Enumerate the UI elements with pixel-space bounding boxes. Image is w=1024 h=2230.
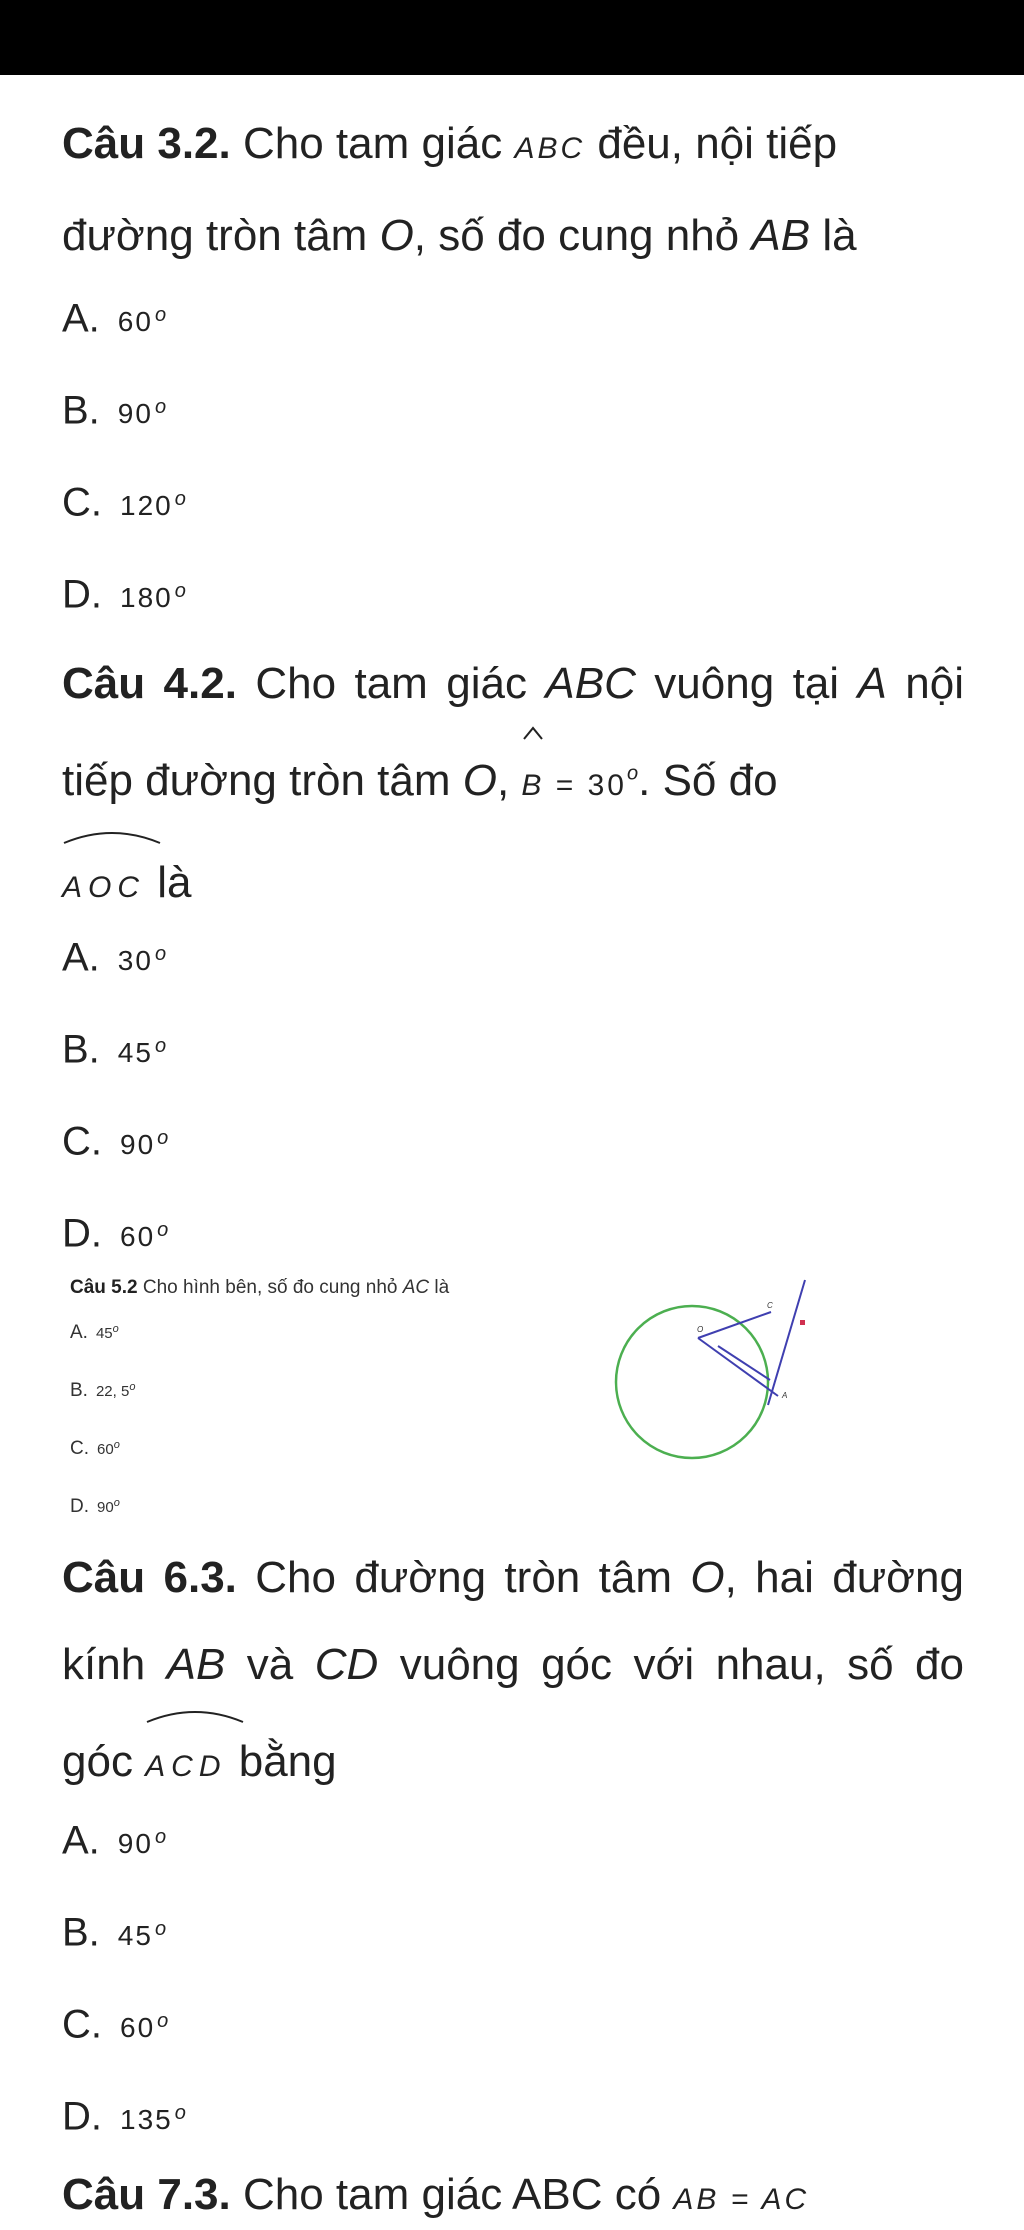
degree-sign: o <box>174 580 188 602</box>
degree-sign: o <box>154 1035 169 1057</box>
question-text: Cho tam giác <box>230 119 515 168</box>
option-value: 60 <box>117 306 153 338</box>
math-b: B <box>521 769 545 802</box>
top-bar <box>0 0 1024 75</box>
math-aoc: AOC <box>62 871 146 904</box>
option-value: 90 <box>117 398 153 430</box>
option-d[interactable] <box>70 1496 120 1518</box>
option-letter: C. <box>62 480 102 525</box>
option-value: 120 <box>120 490 173 522</box>
option-c[interactable] <box>62 469 188 529</box>
question-text: bằng <box>226 1737 337 1786</box>
point-mark <box>800 1320 805 1325</box>
question-text: , số đo cung nhỏ <box>413 211 752 260</box>
degree-sign: o <box>113 1439 120 1451</box>
label-c: C <box>767 1301 773 1310</box>
option-letter: D. <box>70 1496 89 1517</box>
degree-sign: o <box>174 2102 188 2124</box>
degree-sign: o <box>113 1497 120 1509</box>
label-o: O <box>697 1325 704 1334</box>
option-value: 30 <box>117 945 153 977</box>
option-letter: B. <box>62 388 100 433</box>
question-text: Cho tam giác <box>236 659 546 708</box>
option-letter: A. <box>62 1818 100 1863</box>
option-letter: B. <box>62 1027 100 1072</box>
option-letter: A. <box>62 935 100 980</box>
math-ab: AB <box>751 211 811 260</box>
math-cd: CD <box>314 1640 379 1689</box>
degree-sign: o <box>129 1381 136 1393</box>
question-text: Cho đường tròn tâm <box>236 1553 691 1602</box>
angle-b <box>521 727 544 829</box>
option-c[interactable] <box>70 1438 120 1460</box>
option-letter: D. <box>62 1211 102 1256</box>
geometry-figure <box>610 1270 850 1470</box>
question-text: nội tiếp đường tròn tâm <box>62 659 964 805</box>
option-b[interactable] <box>70 1380 135 1402</box>
option-letter: B. <box>70 1380 88 1401</box>
option-b[interactable] <box>62 1899 168 1959</box>
degree-sign: o <box>157 2010 171 2032</box>
option-letter: D. <box>62 572 102 617</box>
degree-sign: o <box>627 762 639 785</box>
question-7-3 <box>62 2165 809 2230</box>
segment-oc <box>698 1312 771 1338</box>
option-a[interactable] <box>62 924 168 984</box>
option-value: 45 <box>95 1325 113 1342</box>
math-eq: = 30 <box>544 769 627 802</box>
degree-sign: o <box>154 304 169 326</box>
label-a: A <box>782 1391 788 1400</box>
math-o: O <box>462 756 497 805</box>
arc-aoc <box>62 829 145 931</box>
degree-sign: o <box>154 1918 169 1940</box>
angle-acd <box>145 1708 226 1810</box>
question-text: , hai đường kính <box>62 1553 964 1689</box>
math-a: A <box>857 659 887 708</box>
question-6-3 <box>62 1534 964 1810</box>
option-value: 90 <box>117 1828 153 1860</box>
question-label: Câu 7.3. <box>62 2170 231 2219</box>
option-value: 135 <box>120 2104 173 2136</box>
question-text: là <box>145 858 192 907</box>
option-letter: C. <box>70 1438 89 1459</box>
math-acd: ACD <box>145 1750 227 1783</box>
degree-sign: o <box>157 1127 171 1149</box>
question-text: , <box>496 756 522 805</box>
math-ac: AC <box>402 1277 430 1298</box>
option-b[interactable] <box>62 1016 168 1076</box>
option-c[interactable] <box>62 1991 170 2051</box>
option-value: 45 <box>117 1037 153 1069</box>
option-letter: C. <box>62 2002 102 2047</box>
question-text: là <box>810 211 857 260</box>
option-value: 90 <box>97 1499 114 1516</box>
question-label: Câu 6.3. <box>62 1553 237 1602</box>
option-a[interactable] <box>70 1322 119 1344</box>
option-b[interactable] <box>62 377 168 437</box>
question-text: vuông tại <box>635 659 858 708</box>
question-text: Cho tam giác ABC có <box>230 2170 674 2219</box>
tangent-line <box>768 1280 805 1405</box>
question-text: Cho hình bên, số đo cung nhỏ <box>137 1277 403 1298</box>
question-text: và <box>225 1640 315 1689</box>
math-abc: ABC <box>545 659 636 708</box>
option-value: 60 <box>120 1221 156 1253</box>
option-a[interactable] <box>62 1807 168 1867</box>
question-text: là <box>429 1277 450 1298</box>
math-ab: AB <box>166 1640 226 1689</box>
option-d[interactable] <box>62 1200 170 1260</box>
question-4-2 <box>62 640 964 931</box>
degree-sign: o <box>154 943 169 965</box>
option-letter: B. <box>62 1910 100 1955</box>
option-value: 180 <box>120 582 173 614</box>
math-abc: ABC <box>514 132 586 165</box>
option-letter: D. <box>62 2094 102 2139</box>
degree-sign: o <box>154 1826 169 1848</box>
option-c[interactable] <box>62 1108 170 1168</box>
option-d[interactable] <box>62 2083 188 2143</box>
math-expr: AB = AC <box>673 2183 810 2216</box>
math-o: O <box>379 211 414 260</box>
option-letter: A. <box>70 1322 88 1343</box>
option-value: 60 <box>120 2012 156 2044</box>
circle-o <box>616 1306 768 1458</box>
degree-sign: o <box>157 1219 171 1241</box>
question-3-2 <box>62 100 964 279</box>
option-value: 45 <box>117 1920 153 1952</box>
math-o: O <box>690 1553 725 1602</box>
option-value: 90 <box>120 1129 156 1161</box>
option-a[interactable] <box>62 285 168 345</box>
question-label: Câu 5.2 <box>70 1277 138 1298</box>
degree-sign: o <box>174 488 188 510</box>
question-label: Câu 4.2. <box>62 659 237 708</box>
option-letter: A. <box>62 296 100 341</box>
question-5-2 <box>70 1277 449 1299</box>
question-text: vuông góc với nhau, số đo góc <box>62 1640 964 1786</box>
degree-sign: o <box>112 1323 119 1335</box>
option-value: 60 <box>97 1441 114 1458</box>
question-label: Câu 3.2. <box>62 119 231 168</box>
option-value: 22, 5 <box>95 1383 130 1400</box>
question-text: . Số đo <box>638 756 778 805</box>
option-letter: C. <box>62 1119 102 1164</box>
question-text: đều, nội tiếp đường tròn tâm <box>62 119 838 260</box>
degree-sign: o <box>154 396 169 418</box>
option-d[interactable] <box>62 561 188 621</box>
